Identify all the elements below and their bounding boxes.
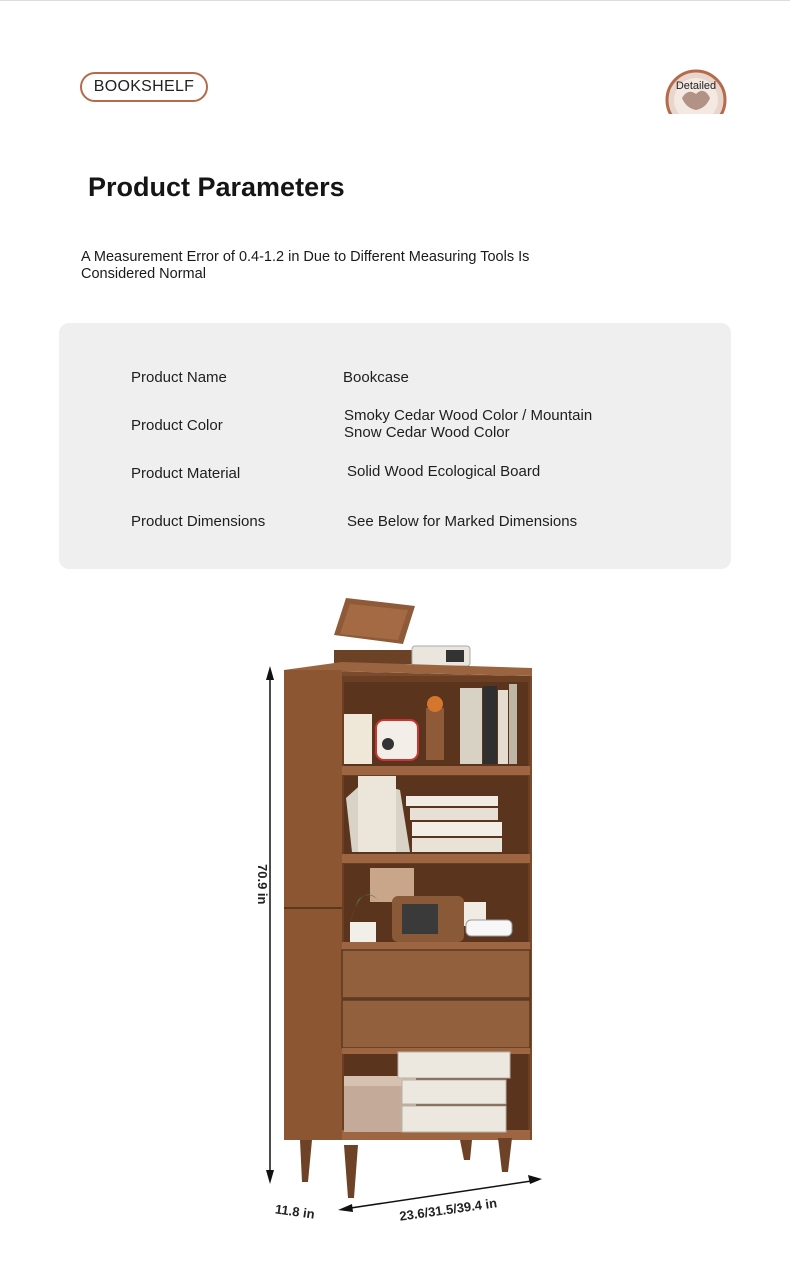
param-value-color: Smoky Cedar Wood Color / Mountain Snow Cedar Wood Color <box>344 407 593 441</box>
param-value-material: Solid Wood Ecological Board <box>347 463 541 480</box>
detailed-badge <box>664 68 728 114</box>
top-divider <box>0 0 790 1</box>
section-title: Product Parameters <box>88 172 345 202</box>
measurement-note: A Measurement Error of 0.4-1.2 in Due to Different Measuring Tools Is Considered Normal <box>81 249 530 282</box>
param-label-name: Product Name <box>131 369 227 386</box>
badge-label: Detailed <box>675 80 717 92</box>
category-tag: BOOKSHELF <box>80 72 208 102</box>
param-label-color: Product Color <box>131 417 223 434</box>
param-value-dimensions: See Below for Marked Dimensions <box>347 513 578 530</box>
record-player-icon <box>334 598 470 666</box>
param-label-material: Product Material <box>131 465 241 482</box>
drawer-organizer-icon <box>398 1052 510 1132</box>
height-dimension-arrow <box>266 666 274 1184</box>
param-label-dimensions: Product Dimensions <box>131 513 266 530</box>
param-value-name: Bookcase <box>343 369 409 386</box>
depth-dimension-label: 11.8 in <box>274 1201 316 1222</box>
parameters-panel <box>59 323 731 569</box>
bookshelf-illustration <box>240 590 560 1240</box>
width-dimension-label: 23.6/31.5/39.4 in <box>398 1195 498 1224</box>
height-dimension-label: 70.9 in <box>255 864 270 905</box>
